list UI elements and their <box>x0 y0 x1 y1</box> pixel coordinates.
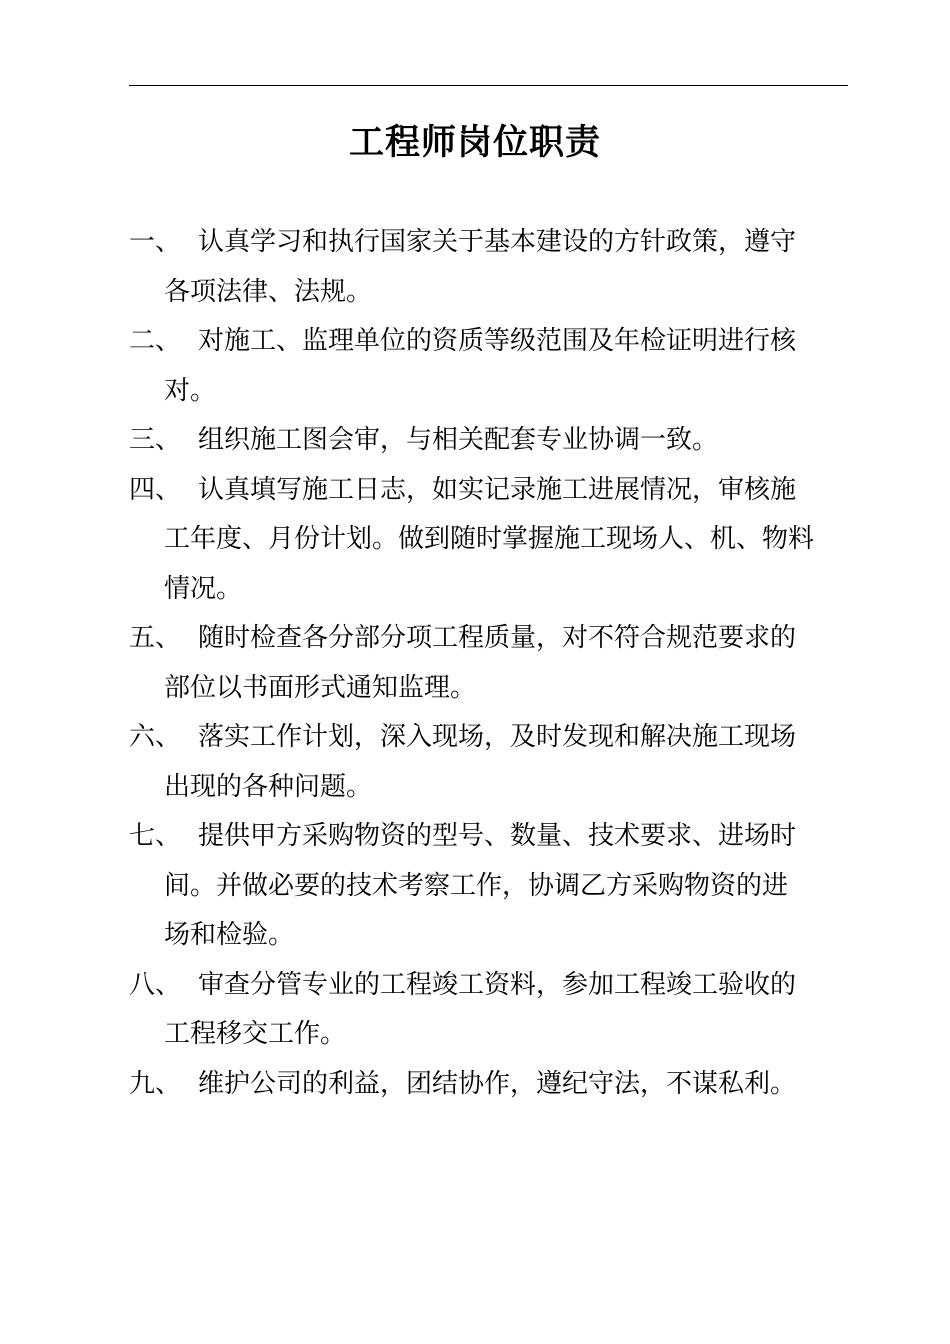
duty-text <box>164 812 848 961</box>
document-title: 工程师岗位职责 <box>348 123 601 163</box>
duty-line: 认真学习和执行国家关于基本建设的方针政策，遵守 <box>198 227 797 257</box>
duty-line: 工年度、月份计划。做到随时掌握施工现场人、机、物料 <box>164 524 815 554</box>
duty-line: 组织施工图会审，与相关配套专业协调一致。 <box>198 425 719 455</box>
duty-marker: 八、 <box>129 969 182 1000</box>
duty-text <box>198 1060 848 1110</box>
duty-line: 对施工、监理单位的资质等级范围及年检证明进行核 <box>198 326 797 356</box>
duty-item-8 <box>129 961 848 1060</box>
duty-item-9 <box>129 1060 848 1110</box>
duty-text <box>164 218 848 317</box>
duty-line: 提供甲方采购物资的型号、数量、技术要求、进场时 <box>198 821 797 851</box>
duty-item-5 <box>129 614 848 713</box>
duty-line: 部位以书面形式通知监理。 <box>164 672 477 703</box>
duty-item-1 <box>129 218 848 317</box>
duty-line: 维护公司的利益，团结协作，遵纪守法，不谋私利。 <box>198 1068 797 1099</box>
duty-line: 对。 <box>164 375 217 406</box>
duty-line: 各项法律、法规。 <box>164 276 373 307</box>
duty-marker: 九、 <box>129 1068 182 1099</box>
duty-list <box>129 218 848 1109</box>
duty-line: 审查分管专业的工程竣工资料，参加工程竣工验收的 <box>198 969 797 1000</box>
duty-item-6 <box>129 713 848 812</box>
duty-line: 落实工作计划，深入现场，及时发现和解决施工现场 <box>198 722 797 752</box>
duty-marker: 三、 <box>129 425 182 455</box>
duty-text <box>164 317 848 416</box>
duty-line: 情况。 <box>164 573 243 604</box>
duty-item-4 <box>129 466 848 615</box>
duty-marker: 一、 <box>129 227 182 257</box>
duty-line: 工程移交工作。 <box>164 1019 347 1049</box>
duty-text <box>164 961 848 1060</box>
duty-line: 随时检查各分部分项工程质量，对不符合规范要求的 <box>198 623 797 653</box>
header-rule <box>129 85 848 86</box>
duty-item-7 <box>129 812 848 961</box>
duty-text <box>164 614 848 713</box>
duty-item-2 <box>129 317 848 416</box>
duty-item-3 <box>129 416 848 466</box>
duty-marker: 七、 <box>129 821 182 851</box>
duty-marker: 四、 <box>129 474 182 505</box>
duty-line: 场和检验。 <box>164 920 295 950</box>
duty-line: 间。并做必要的技术考察工作，协调乙方采购物资的进 <box>164 870 789 901</box>
duty-text <box>164 713 848 812</box>
duty-line: 出现的各种问题。 <box>164 771 373 802</box>
duty-text <box>198 416 848 466</box>
duty-marker: 五、 <box>129 623 182 653</box>
duty-text <box>164 466 848 615</box>
duty-marker: 二、 <box>129 326 182 356</box>
duty-line: 认真填写施工日志，如实记录施工进展情况，审核施 <box>198 474 797 505</box>
duty-marker: 六、 <box>129 722 182 752</box>
